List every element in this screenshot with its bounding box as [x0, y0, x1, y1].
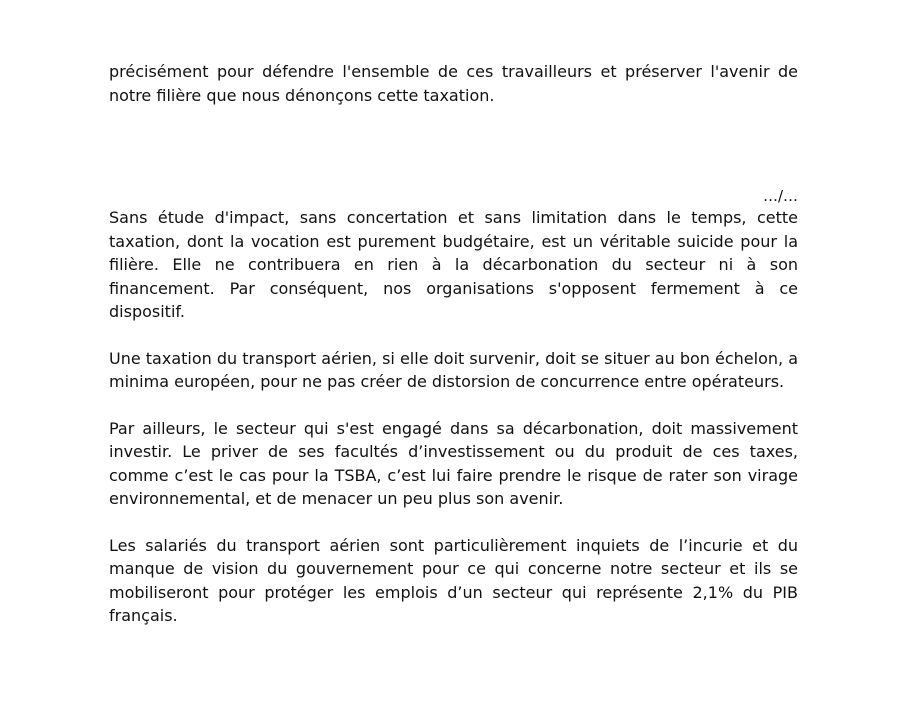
- page-continuation-mark: …/…: [762, 187, 798, 205]
- paragraph-intro: précisément pour défendre l'ensemble de ces travailleurs et préserver l'avenir de notre filière que nous dénonçons cette taxation.: [109, 62, 798, 105]
- paragraph-european-level: Une taxation du transport aérien, si elle doit survenir, doit se situer au bon échelon, a minima européen, pour ne pas créer de distorsion de concurrence entre opérateurs.: [109, 348, 798, 391]
- paragraph-employees: Les salariés du transport aérien sont particulièrement inquiets de l’incurie et du manque de vision du gouvernement pour ce qui concerne notre secteur et ils se mobiliseront pour protéger les emplois d’un secteur qui représente 2,1% du PIB français.: [109, 535, 798, 625]
- paragraph-investment: Par ailleurs, le secteur qui s'est engagé dans sa décarbonation, doit massivement investir. Le priver de ses facultés d’investissement ou du produit de ces taxes, comme c’est le cas pour la TSBA, c’est lui faire prendre le risque de rater son virage environnemental, et de menacer un peu plus son avenir.: [109, 418, 798, 508]
- document-page: [109, 60, 798, 628]
- paragraph-impact: Sans étude d'impact, sans concertation et sans limitation dans le temps, cette taxation, dont la vocation est purement budgétaire, est un véritable suicide pour la filière. Elle ne contribuera en rien à la décarbonation du secteur ni à son financement. Par conséquent, nos organisations s'opposent fermement à ce dispositif.: [109, 208, 798, 321]
